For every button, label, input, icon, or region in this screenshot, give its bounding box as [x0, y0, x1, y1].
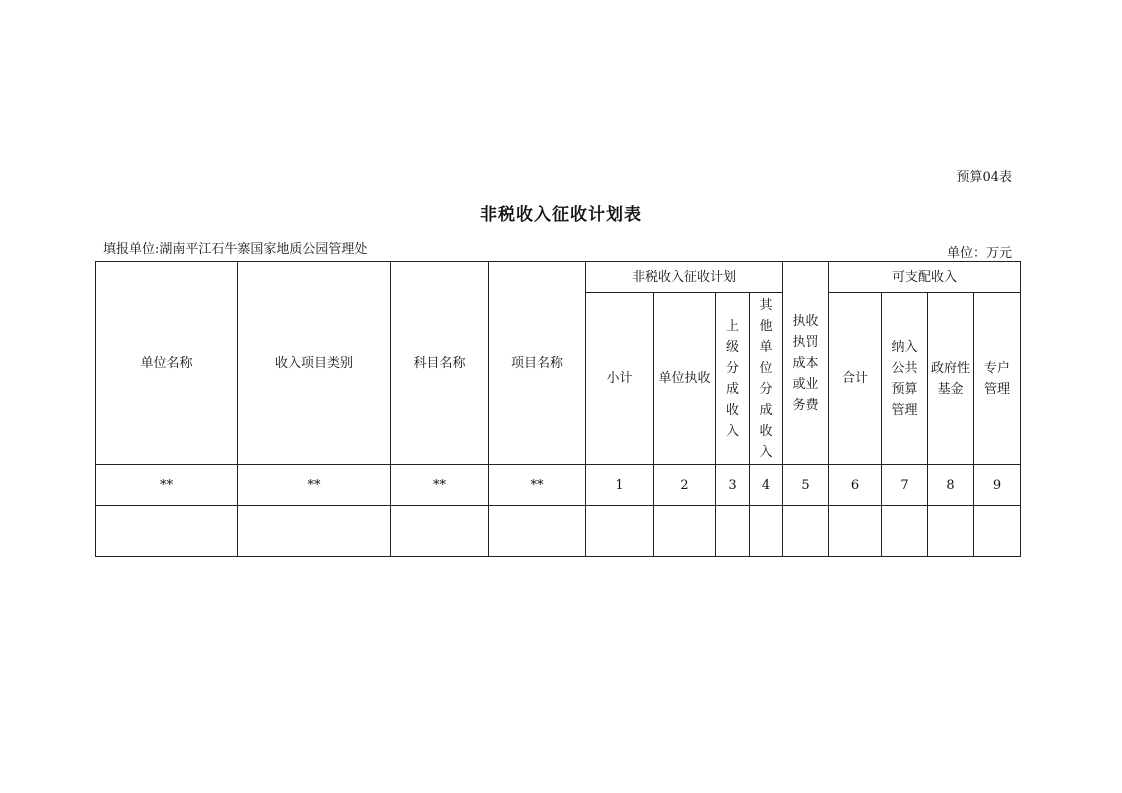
table-cell	[586, 506, 654, 557]
table-cell	[238, 506, 391, 557]
table-cell	[783, 506, 829, 557]
header-group-disposable: 可支配收入	[829, 262, 1021, 293]
table-cell	[489, 506, 586, 557]
header-subtotal: 小计	[586, 293, 654, 465]
header-public-budget-cell	[882, 293, 928, 465]
header-gov-fund-cell	[928, 293, 974, 465]
table-cell	[974, 506, 1021, 557]
header-unit-name: 单位名称	[96, 262, 238, 465]
header-superior-share: 上级分成收入	[725, 318, 739, 439]
header-gov-fund: 政府性基金	[931, 360, 971, 397]
currency-unit: 单位：万元	[946, 246, 1012, 261]
header-income-category: 收入项目类别	[238, 262, 391, 465]
header-other-unit-share: 其他单位分成收入	[759, 297, 773, 460]
header-public-budget: 纳入公共预算管理	[891, 339, 918, 418]
table-cell	[716, 506, 750, 557]
header-other-unit-share-cell	[750, 293, 783, 465]
table-cell	[829, 506, 882, 557]
header-unit-collection: 单位执收	[658, 371, 711, 386]
header-enforcement-cost-cell	[783, 262, 829, 465]
table-cell	[750, 506, 783, 557]
table-cell	[882, 506, 928, 557]
code-cell: 3	[716, 465, 750, 506]
code-cell: 6	[829, 465, 882, 506]
table-row	[96, 506, 1021, 557]
code-cell: **	[238, 465, 391, 506]
code-cell: 8	[928, 465, 974, 506]
table-cell	[96, 506, 238, 557]
header-special-account-cell	[974, 293, 1021, 465]
header-project-name: 项目名称	[489, 262, 586, 465]
filler-unit: 填报单位:湖南平江石牛寨国家地质公园管理处	[103, 242, 368, 257]
code-cell: 7	[882, 465, 928, 506]
code-cell: **	[96, 465, 238, 506]
form-number: 预算04表	[956, 170, 1012, 185]
table-cell	[928, 506, 974, 557]
header-superior-share-cell	[716, 293, 750, 465]
page-title: 非税收入征收计划表	[480, 205, 642, 225]
code-cell: **	[391, 465, 489, 506]
header-group-plan: 非税收入征收计划	[586, 262, 783, 293]
code-cell: 5	[783, 465, 829, 506]
code-cell: 9	[974, 465, 1021, 506]
header-enforcement-cost: 执收执罚成本或业务费	[792, 313, 819, 413]
income-plan-table	[95, 261, 1021, 557]
header-special-account: 专户管理	[984, 360, 1011, 397]
header-row-1	[96, 262, 1021, 293]
table-cell	[391, 506, 489, 557]
header-unit-collection-cell	[654, 293, 716, 465]
code-cell: 2	[654, 465, 716, 506]
code-cell: 1	[586, 465, 654, 506]
code-cell: **	[489, 465, 586, 506]
code-row	[96, 465, 1021, 506]
header-subject-name: 科目名称	[391, 262, 489, 465]
code-cell: 4	[750, 465, 783, 506]
table-cell	[654, 506, 716, 557]
header-total: 合计	[829, 293, 882, 465]
